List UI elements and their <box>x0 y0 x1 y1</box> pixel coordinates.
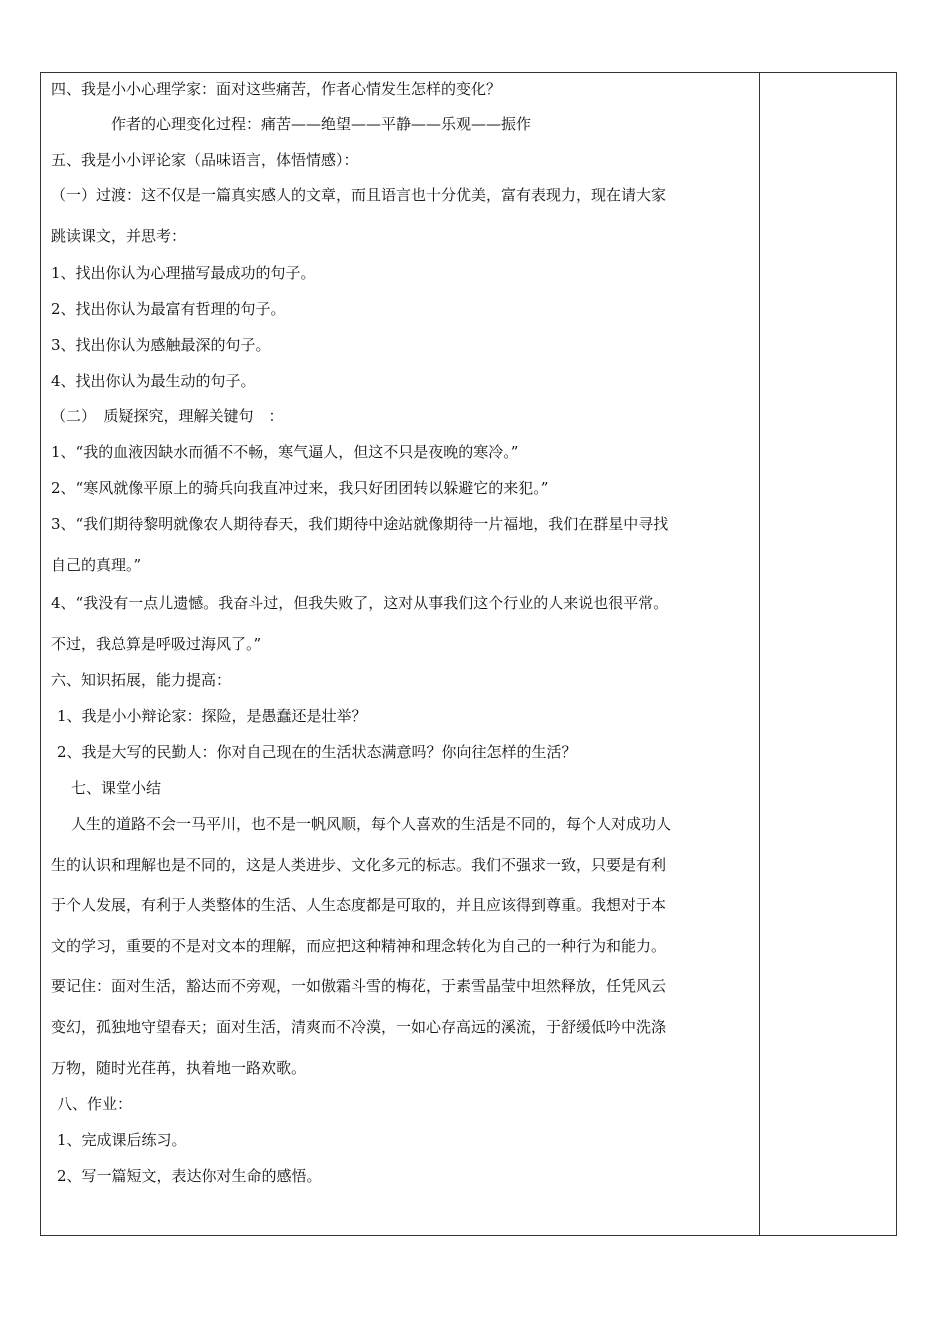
text-line: 生的认识和理解也是不同的，这是人类进步、文化多元的标志。我们不强求一致，只要是有利 <box>51 856 667 874</box>
text-line: 不过，我总算是呼吸过海风了。” <box>51 635 262 653</box>
text-line: 作者的心理变化过程：痛苦——绝望——平静——乐观——振作 <box>111 115 532 133</box>
text-line: 文的学习，重要的不是对文本的理解，而应把这种精神和理念转化为自己的一种行为和能力。 <box>51 937 667 955</box>
text-line: 六、知识拓展，能力提高： <box>51 671 232 689</box>
lesson-table <box>40 72 897 1236</box>
text-line: 3、找出你认为感触最深的句子。 <box>51 336 271 354</box>
text-line: 万物，随时光荏苒，执着地一路欢歌。 <box>51 1059 307 1077</box>
text-line: 1、找出你认为心理描写最成功的句子。 <box>51 264 316 282</box>
notes-column <box>760 73 896 1235</box>
text-line: 跳读课文，并思考： <box>51 227 187 245</box>
text-line: 要记住：面对生活，豁达而不旁观，一如傲霜斗雪的梅花，于素雪晶莹中坦然释放，任凭风云 <box>51 977 667 995</box>
text-line: （二） 质疑探究，理解关键句 ： <box>51 407 284 425</box>
text-line: 1、我是小小辩论家：探险，是愚蠢还是壮举？ <box>57 707 367 725</box>
text-line: 2、我是大写的民勤人：你对自己现在的生活状态满意吗？你向往怎样的生活？ <box>57 743 577 761</box>
text-line: （一）过渡：这不仅是一篇真实感人的文章，而且语言也十分优美，富有表现力，现在请大家 <box>51 186 667 204</box>
text-line: 人生的道路不会一马平川，也不是一帆风顺，每个人喜欢的生活是不同的，每个人对成功人 <box>71 815 672 833</box>
text-line: 四、我是小小心理学家：面对这些痛苦，作者心情发生怎样的变化？ <box>51 80 502 98</box>
text-line: 八、作业： <box>57 1095 133 1113</box>
text-line: 3、“我们期待黎明就像农人期待春天，我们期待中途站就像期待一片福地，我们在群星中寻找 <box>51 515 669 533</box>
text-line: 2、写一篇短文，表达你对生命的感悟。 <box>57 1167 322 1185</box>
text-line: 1、“我的血液因缺水而循不不畅，寒气逼人，但这不只是夜晚的寒冷。” <box>51 443 519 461</box>
text-line: 变幻，孤独地守望春天；面对生活，清爽而不冷漠，一如心存高远的溪流，于舒缓低吟中洗涤 <box>51 1018 667 1036</box>
text-line: 4、找出你认为最生动的句子。 <box>51 372 256 390</box>
text-line: 2、“寒风就像平原上的骑兵向我直冲过来，我只好团团转以躲避它的来犯。” <box>51 479 549 497</box>
text-line: 4、“我没有一点儿遗憾。我奋斗过，但我失败了，这对从事我们这个行业的人来说也很平常。 <box>51 594 669 612</box>
text-line: 自己的真理。” <box>51 556 142 574</box>
text-line: 五、我是小小评论家（品味语言，体悟情感）： <box>51 151 359 169</box>
text-line: 1、完成课后练习。 <box>57 1131 187 1149</box>
text-line: 2、找出你认为最富有哲理的句子。 <box>51 300 286 318</box>
text-line: 七、课堂小结 <box>71 779 162 797</box>
text-line: 于个人发展，有利于人类整体的生活、人生态度都是可取的，并且应该得到尊重。我想对于本 <box>51 896 667 914</box>
